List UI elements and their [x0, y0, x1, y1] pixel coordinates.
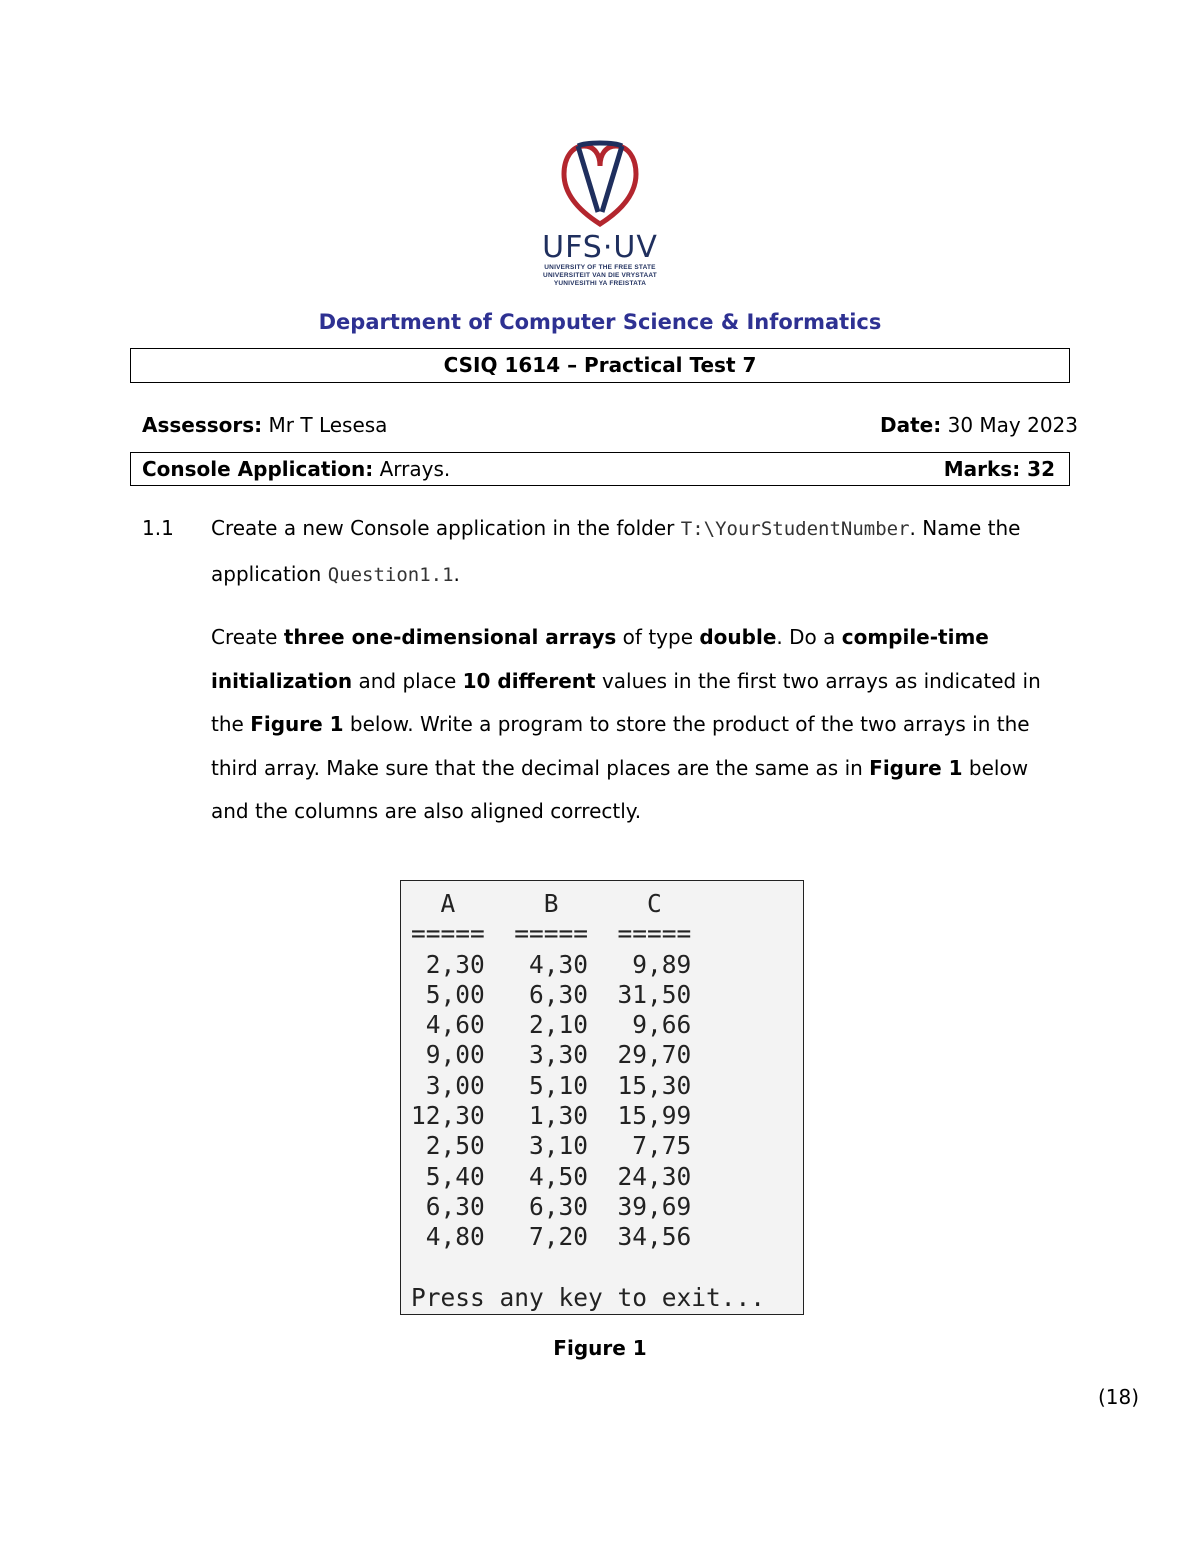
p2-text-3: . Do a [776, 625, 842, 649]
application-box [130, 452, 1070, 486]
console-data-row: 4,60 2,10 9,66 [411, 1010, 692, 1040]
console-data-row: 4,80 7,20 34,56 [411, 1222, 692, 1252]
university-logo [528, 140, 672, 300]
assessors-line [142, 413, 387, 437]
console-footer: Press any key to exit... [411, 1282, 766, 1312]
p2-bold-5: Figure 1 [250, 712, 344, 736]
test-title: CSIQ 1614 – Practical Test 7 [130, 348, 1070, 383]
console-data-row: 5,40 4,50 24,30 [411, 1161, 692, 1191]
p2-text-4: and place [352, 668, 463, 693]
p2-text-2: of type [616, 625, 700, 649]
p2-bold-4: 10 different [462, 668, 596, 693]
console-data-row: 5,00 6,30 31,50 [411, 979, 692, 1009]
console-output-figure [400, 880, 804, 1315]
console-data-row: 2,50 3,10 7,75 [411, 1131, 692, 1161]
console-data-row: 2,30 4,30 9,89 [411, 949, 692, 979]
console-header-row: A B C [411, 889, 692, 918]
console-data-row: 6,30 6,30 39,69 [411, 1191, 692, 1221]
figure-caption: Figure 1 [553, 1336, 647, 1360]
p2-text-6: below. Write a program to store the product of the two arrays in the third array. Make sure that the decimal places are the same as in [211, 712, 1030, 780]
assessors-label: Assessors: [142, 413, 263, 437]
p1-text-a: Create a new Console application in the folder [211, 516, 681, 540]
application-value: Arrays. [373, 457, 451, 481]
p2-bold-1: three one-dimensional arrays [283, 625, 617, 649]
application-name: Question1.1 [327, 564, 454, 586]
assessors-value: Mr T Lesesa [262, 413, 388, 437]
application-label: Console Application: [142, 457, 374, 481]
p2-bold-6: Figure 1 [869, 755, 963, 780]
question-number: 1.1 [142, 516, 174, 540]
p2-text-1: Create [211, 625, 284, 649]
console-data-row: 9,00 3,30 29,70 [411, 1040, 692, 1070]
p2-bold-2: double [699, 625, 777, 649]
p2-text-7: below and the columns are also aligned correctly. [211, 755, 1029, 823]
p1-text-b: . Name the application [211, 516, 1021, 586]
application-line [142, 453, 450, 485]
console-separator-row: ===== ===== ===== [411, 919, 692, 949]
console-data-row: 12,30 1,30 15,99 [411, 1101, 692, 1131]
console-blank-row [411, 1253, 765, 1283]
logo-line-2: UNIVERSITEIT VAN DIE VRYSTAAT [543, 272, 657, 279]
date-line [880, 413, 1078, 437]
department-heading: Department of Computer Science & Informatics [318, 310, 882, 334]
logo-line-3: YUNIVESITHI YA FREISTATA [553, 280, 647, 287]
p2-text-5: values in the first two arrays as indicated in the [211, 668, 1041, 736]
console-data-row: 3,00 5,10 15,30 [411, 1070, 692, 1100]
ufs-heart-emblem-icon [558, 140, 642, 230]
question-paragraph-2 [211, 616, 1061, 834]
question-marks: (18) [1098, 1385, 1140, 1409]
p2-bold-3: compile-time initialization [211, 625, 989, 693]
console-output-text [411, 889, 765, 1313]
date-label: Date: [880, 413, 942, 437]
logo-wordmark: UFS·UV [542, 230, 658, 265]
folder-path: T:\YourStudentNumber [680, 518, 910, 540]
question-paragraph-1 [211, 506, 1061, 598]
p1-text-c: . [453, 562, 460, 586]
total-marks: Marks: 32 [943, 457, 1055, 481]
logo-line-1: UNIVERSITY OF THE FREE STATE [544, 264, 656, 271]
date-value: 30 May 2023 [941, 413, 1079, 437]
